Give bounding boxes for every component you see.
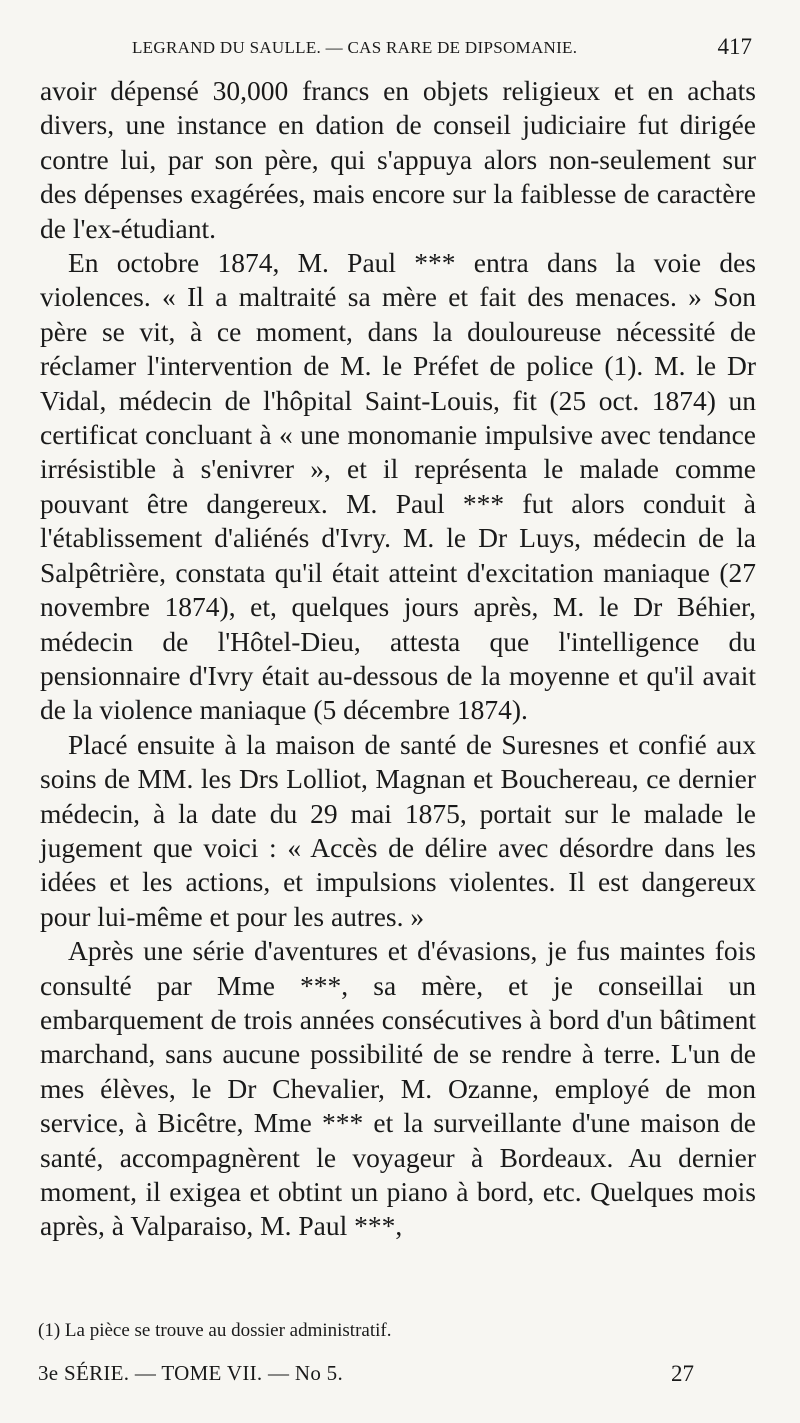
paragraph: Après une série d'aventures et d'évasions, je fus maintes fois consulté par Mme ***, sa mère, et je conseillai un embarquement de trois années consécutives à bord d'un bâtiment marchand, sans aucune possibilité de se rendre à terre. L'un de mes élèves, le Dr Chevalier, M. Ozanne, employé de mon service, à Bicêtre, Mme *** et la surveillante d'une maison de santé, accompagnèrent le voyageur à Bordeaux. Au dernier moment, il exigea et obtint un piano à bord, etc. Quelques mois après, à Valparaiso, M. Paul ***, xyxy=(40,935,756,1242)
running-title: LEGRAND DU SAULLE. — CAS RARE DE DIPSOMANIE. xyxy=(132,38,578,57)
signature-number: 27 xyxy=(671,1361,694,1386)
page-header xyxy=(40,34,760,64)
paragraph: avoir dépensé 30,000 francs en objets religieux et en achats divers, une instance en dation de conseil judiciaire fut dirigée contre lui, par son père, qui s'appuya alors non-seulement sur des dépenses exagérées, mais encore sur la faiblesse de caractère de l'ex-étudiant. xyxy=(40,75,756,244)
series-line: 3e SÉRIE. — TOME VII. — No 5. xyxy=(38,1361,344,1385)
paragraph: Placé ensuite à la maison de santé de Suresnes et confié aux soins de MM. les Drs Lolliot, Magnan et Bouchereau, ce dernier médecin, à la date du 29 mai 1875, portait sur le malade le jugement que voici : « Accès de délire avec désordre dans les idées et les actions, et impulsions violentes. Il est dangereux pour lui-même et pour les autres. » xyxy=(40,728,756,932)
footnote: (1) La pièce se trouve au dossier administratif. xyxy=(38,1320,392,1341)
paragraph: En octobre 1874, M. Paul *** entra dans la voie des violences. « Il a maltraité sa mère et fait des menaces. » Son père se vit, à ce moment, dans la douloureuse nécessité de réclamer l'intervention de M. le Préfet de police (1). M. le Dr Vidal, médecin de l'hôpital Saint-Louis, fit (25 oct. 1874) un certificat concluant à « une monomanie impulsive avec tendance irrésistible à s'enivrer », et il représenta le malade comme pouvant être dangereux. M. Paul *** fut alors conduit à l'établissement d'aliénés d'Ivry. M. le Dr Luys, médecin de la Salpêtrière, constata qu'il était atteint d'excitation maniaque (27 novembre 1874), et, quelques jours après, M. le Dr Béhier, médecin de l'Hôtel-Dieu, attesta que l'intelligence du pensionnaire d'Ivry était au-dessous de la moyenne et qu'il avait de la violence maniaque (5 décembre 1874). xyxy=(40,247,756,726)
page-number: 417 xyxy=(717,34,752,59)
body-text xyxy=(40,74,756,1244)
page-footer xyxy=(38,1361,708,1391)
